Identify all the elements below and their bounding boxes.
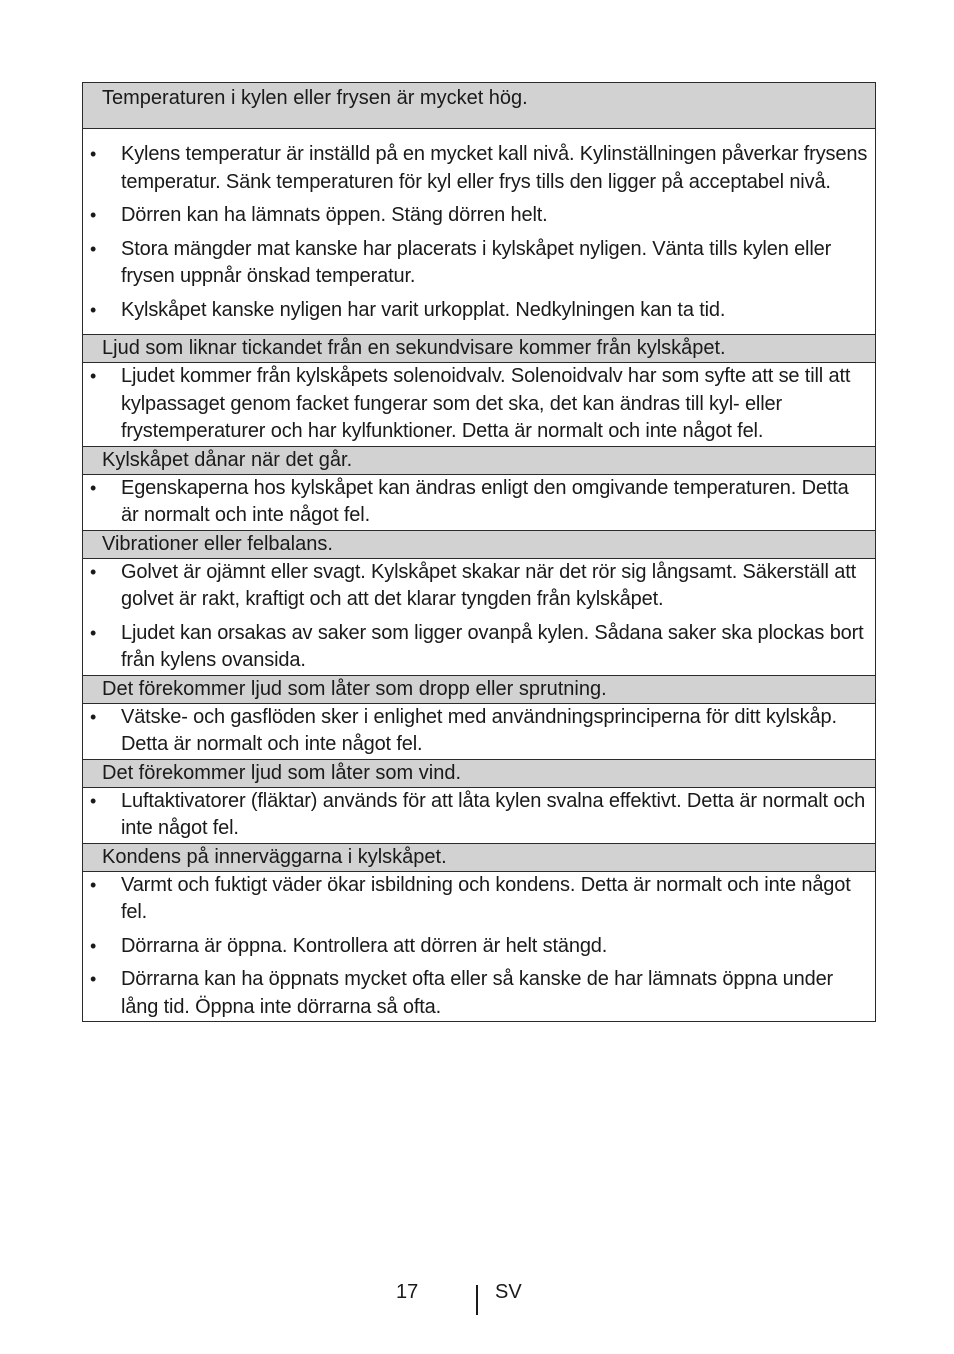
section-body [83,787,875,843]
bullet-icon: • [90,205,97,225]
bullet-text: Ljudet kommer från kylskåpets solenoidvalv. Solenoidvalv har som syfte att se till att kylpassaget genom facket fungerar som det ska, det kan ändras till kyl- eller frystemperaturer och har kylfunktioner. Detta är normalt och inte något fel. [121,365,851,442]
language-code: SV [495,1281,522,1303]
section-heading: Kylskåpet dånar när det går. [83,446,875,474]
bullet-text: Dörrarna är öppna. Kontrollera att dörren är helt stängd. [121,934,608,957]
section-heading: Det förekommer ljud som låter som vind. [83,759,875,787]
bullet-text: Egenskaperna hos kylskåpet kan ändras enligt den omgivande temperaturen. Detta är normalt och inte något fel. [121,476,849,526]
bullet-text: Luftaktivatorer (fläktar) används för att låta kylen svalna effektivt. Detta är normalt och inte något fel. [121,789,866,839]
bullet-icon: • [90,935,97,956]
bullet-icon: • [90,969,97,989]
bullet-text: Stora mängder mat kanske har placerats i kylskåpet nyligen. Vänta tills kylen eller frysen uppnår önskad temperatur. [121,237,832,287]
bullet-icon: • [90,790,97,811]
bullet-icon: • [90,706,97,727]
section-heading: Vibrationer eller felbalans. [83,530,875,558]
bullet-icon: • [90,561,97,582]
bullet-icon: • [90,299,97,320]
troubleshooting-table [82,82,876,1022]
bullet-text: Kylens temperatur är inställd på en mycket kall nivå. Kylinställningen påverkar frysens temperatur. Sänk temperaturen för kyl eller frys tills den ligger på acceptabel nivå. [121,143,868,193]
section-heading: Det förekommer ljud som låter som dropp eller sprutning. [83,675,875,703]
bullet-item [83,297,871,325]
bullet-item [83,620,871,675]
bullet-icon: • [90,144,97,164]
page-number: 17 [396,1281,419,1303]
bullet-item [83,236,871,291]
bullet-item [83,872,871,927]
bullet-text: Dörrarna kan ha öppnats mycket ofta eller så kanske de har lämnats öppna under lång tid. Öppna inte dörrarna så ofta. [121,968,834,1018]
bullet-icon: • [90,366,97,386]
bullet-text: Golvet är ojämnt eller svagt. Kylskåpet skakar när det rör sig långsamt. Säkerställ att golvet är rakt, kraftigt och att det klarar tyngden från kylskåpet. [121,560,857,610]
bullet-icon: • [90,622,97,643]
bullet-item [83,475,871,530]
bullet-item [83,559,871,614]
section-body [83,128,875,334]
bullet-text: Ljudet kan orsakas av saker som ligger ovanpå kylen. Sådana saker ska plockas bort från kylens ovansida. [121,621,864,671]
bullet-item [83,141,871,196]
section-heading: Ljud som liknar tickandet från en sekundvisare kommer från kylskåpet. [83,334,875,362]
section-body [83,474,875,530]
section-body [83,558,875,675]
bullet-text: Varmt och fuktigt väder ökar isbildning och kondens. Detta är normalt och inte något fel. [121,873,851,923]
bullet-item [83,933,871,961]
bullet-icon: • [90,477,97,498]
section-body [83,362,875,446]
bullet-item [83,788,871,843]
page-footer [0,1281,954,1317]
section-heading: Temperaturen i kylen eller frysen är mycket hög. [83,83,875,128]
bullet-item [83,966,871,1021]
bullet-icon: • [90,874,97,895]
bullet-text: Dörren kan ha lämnats öppen. Stäng dörren helt. [121,204,548,226]
bullet-text: Kylskåpet kanske nyligen har varit urkopplat. Nedkylningen kan ta tid. [121,298,726,321]
bullet-item [83,704,871,759]
bullet-item [83,363,871,446]
section-heading: Kondens på innerväggarna i kylskåpet. [83,843,875,871]
footer-divider [476,1285,478,1315]
bullet-item [83,202,871,230]
bullet-icon: • [90,238,97,259]
section-body [83,871,875,1022]
bullet-text: Vätske- och gasflöden sker i enlighet med användningsprinciperna för ditt kylskåp. Detta är normalt och inte något fel. [121,705,837,755]
section-body [83,703,875,759]
